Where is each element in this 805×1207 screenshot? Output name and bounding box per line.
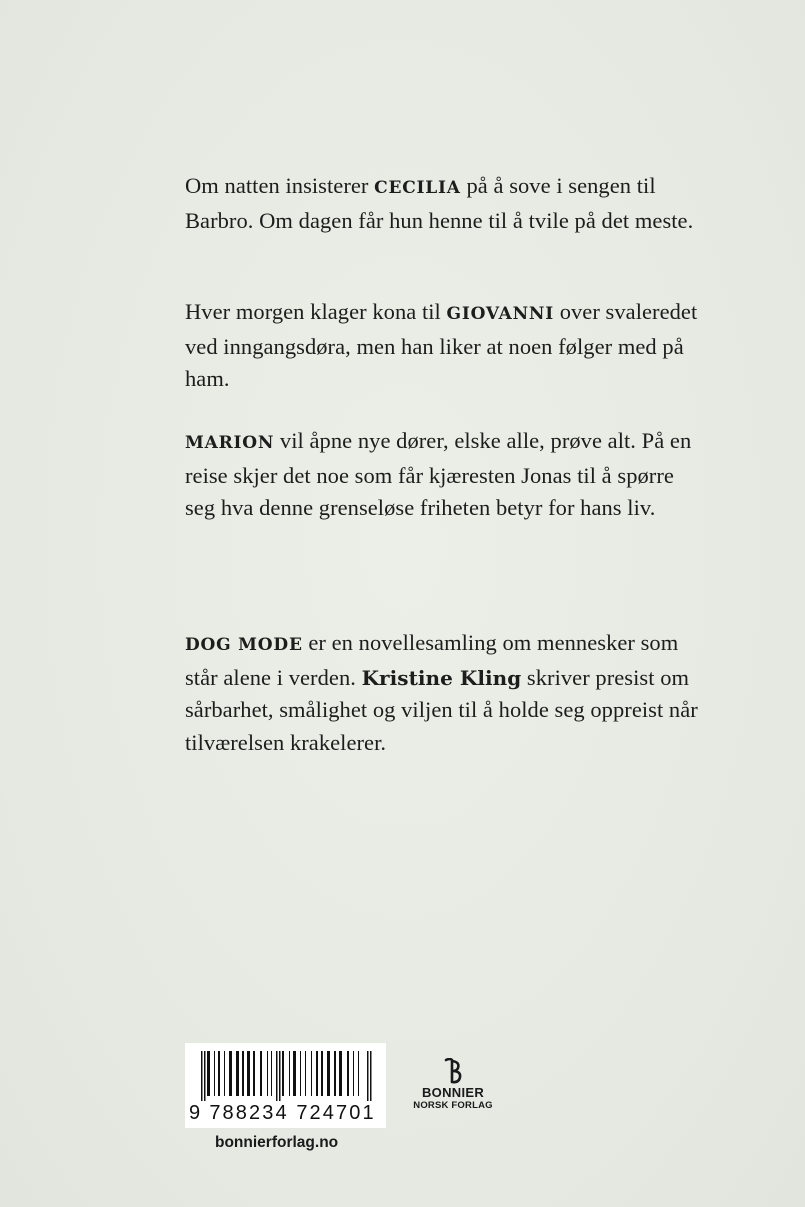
barcode-bar [334, 1051, 336, 1096]
blurb-cecilia [185, 170, 705, 237]
barcode-bar [282, 1051, 284, 1096]
barcode-bar [347, 1051, 349, 1096]
character-name: MARION [185, 433, 275, 453]
barcode-bar [293, 1051, 296, 1096]
barcode-bar [339, 1051, 342, 1096]
barcode-bar [327, 1051, 330, 1096]
isbn-barcode [185, 1043, 386, 1128]
barcode-bar [253, 1051, 255, 1096]
barcode-bar [218, 1051, 220, 1096]
barcode-bar [300, 1051, 301, 1096]
barcode-bar [305, 1051, 306, 1096]
summary-text: er en novellesamling om mennesker som står alene i verden. [185, 630, 679, 690]
blurb-text: over svaleredet ved inngangsdøra, men han liker at noen følger med på ham. [185, 299, 698, 391]
barcode-bar [236, 1051, 239, 1096]
barcode-bar [271, 1051, 272, 1096]
blurb-text: Hver morgen klager kona til [185, 299, 447, 324]
barcode-bar [279, 1051, 281, 1101]
barcode-bar [214, 1051, 215, 1096]
character-name: CECILIA [374, 178, 461, 198]
barcode-bar [370, 1051, 372, 1101]
barcode-bar [358, 1051, 359, 1096]
book-summary [185, 627, 705, 759]
barcode-bar [367, 1051, 369, 1101]
barcode-bar [201, 1051, 203, 1101]
publisher-website: bonnierforlag.no [215, 1134, 339, 1151]
publisher-logo [408, 1058, 498, 1111]
barcode-bar [260, 1051, 262, 1096]
summary-text: skriver presist om sårbarhet, smålighet og viljen til å holde seg oppreist når tilværelsen krakelerer. [185, 664, 698, 755]
author-name: Kristine Kling [361, 665, 522, 690]
book-title: DOG MODE [185, 635, 303, 655]
barcode-bar [207, 1051, 210, 1096]
barcode-bar [267, 1051, 268, 1096]
blurb-text: vil åpne nye dører, elske alle, prøve alt. På en reise skjer det noe som får kjæresten Jonas til å spørre seg hva denne grenseløse friheten betyr for hans liv. [185, 428, 692, 520]
blurb-giovanni [185, 296, 705, 396]
barcode-bar [353, 1051, 354, 1096]
barcode-bars [197, 1051, 374, 1101]
barcode-bar [242, 1051, 244, 1096]
barcode-bar [289, 1051, 290, 1096]
barcode-bar [276, 1051, 278, 1101]
barcode-bar [224, 1051, 225, 1096]
blurb-marion [185, 425, 705, 525]
blurb-text: på å sove i sengen til Barbro. Om dagen får hun henne til å tvile på det meste. [185, 173, 694, 233]
barcode-bar [204, 1051, 206, 1101]
barcode-bar [321, 1051, 323, 1096]
barcode-bar [311, 1051, 312, 1096]
barcode-bar [229, 1051, 232, 1096]
blurb-text: Om natten insisterer [185, 173, 375, 198]
barcode-bar [247, 1051, 250, 1096]
character-name: GIOVANNI [446, 304, 555, 324]
barcode-bar [316, 1051, 318, 1096]
isbn-lead-digit: 9 [189, 1102, 203, 1124]
isbn-digits: 788234 724701 [209, 1102, 376, 1124]
bonnier-b-icon [442, 1058, 464, 1084]
isbn-number [185, 1102, 386, 1125]
publisher-subname: NORSK FORLAG [413, 1100, 493, 1111]
publisher-name: BONNIER [421, 1085, 485, 1100]
